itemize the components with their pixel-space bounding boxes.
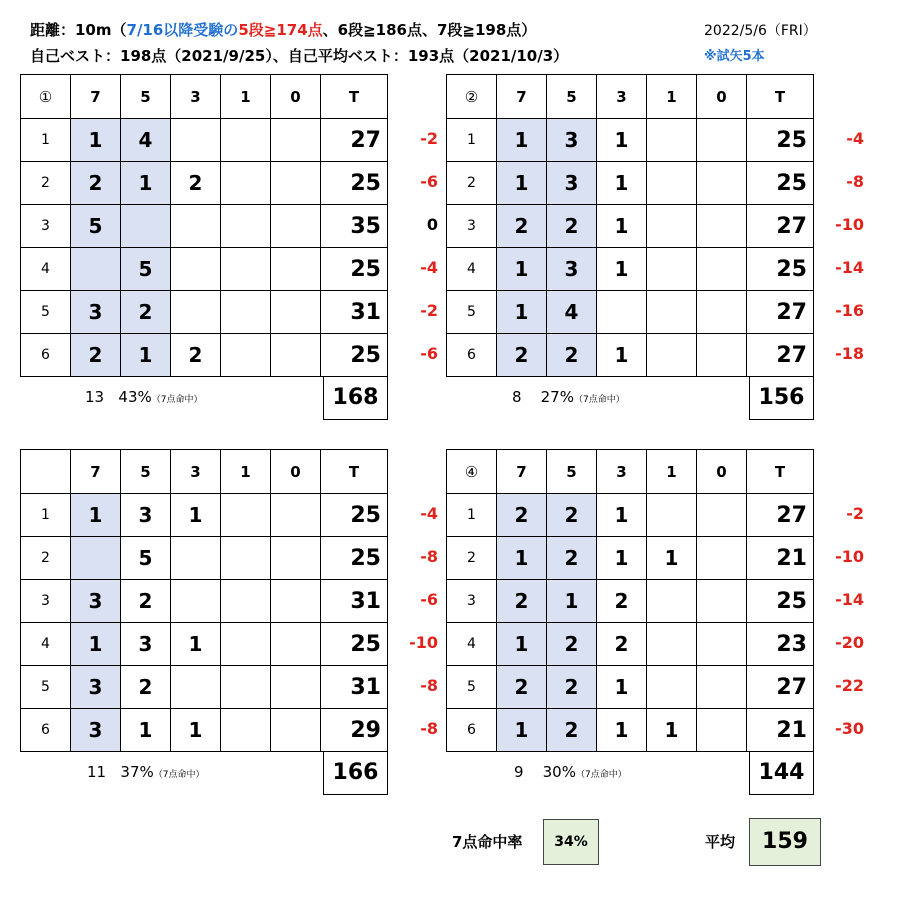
session-date: 2022/5/6（FRI） (704, 23, 817, 39)
table-row (21, 494, 388, 537)
round-total: 31 (321, 291, 388, 334)
count-0 (697, 580, 747, 623)
score-table-set-3 (20, 449, 388, 752)
count-0 (697, 119, 747, 162)
round-number: 1 (21, 494, 71, 537)
cumulative-diff: -14 (835, 590, 864, 609)
column-header-5: 5 (547, 75, 597, 119)
table-row (21, 334, 388, 377)
table-row (21, 666, 388, 709)
count-7: 2 (71, 162, 121, 205)
count-5: 2 (547, 666, 597, 709)
count-0 (271, 334, 321, 377)
count-3 (171, 537, 221, 580)
round-number: 5 (21, 666, 71, 709)
table-row (21, 205, 388, 248)
set-label: ① (21, 75, 71, 119)
set-label: ④ (447, 450, 497, 494)
count-5: 3 (547, 248, 597, 291)
count-7: 1 (71, 494, 121, 537)
count-3 (597, 291, 647, 334)
count-1 (647, 580, 697, 623)
cumulative-diff-column-set-4 (820, 492, 864, 750)
hit-percentage-note: （7点命中） (153, 770, 205, 780)
count-3: 1 (597, 666, 647, 709)
count-3: 1 (171, 709, 221, 752)
set-total-2: 156 (749, 377, 814, 420)
count-3 (171, 666, 221, 709)
round-number: 6 (447, 334, 497, 377)
table-row (447, 666, 814, 709)
count-5: 3 (121, 494, 171, 537)
hit-percentage-note: （7点命中） (573, 395, 625, 405)
set-total-4: 144 (749, 752, 814, 795)
hit-percentage-note: （7点命中） (151, 395, 203, 405)
count-0 (271, 537, 321, 580)
round-number: 1 (447, 494, 497, 537)
count-0 (271, 666, 321, 709)
count-1 (647, 623, 697, 666)
cumulative-diff: -14 (835, 258, 864, 277)
count-1 (221, 580, 271, 623)
count-5: 1 (121, 709, 171, 752)
count-5: 2 (121, 580, 171, 623)
set-label: ② (447, 75, 497, 119)
seven-point-hits: 13 (85, 388, 105, 406)
table-row (447, 580, 814, 623)
count-0 (697, 666, 747, 709)
count-1 (647, 334, 697, 377)
cumulative-diff-column-set-1 (394, 117, 438, 375)
round-total: 25 (321, 162, 388, 205)
column-header-3: 3 (171, 75, 221, 119)
count-5: 2 (547, 494, 597, 537)
seven-point-rate-value: 34% (543, 819, 599, 865)
column-header-total: T (321, 450, 388, 494)
column-header-3: 3 (597, 75, 647, 119)
round-total: 27 (747, 666, 814, 709)
column-header-1: 1 (647, 75, 697, 119)
column-header-0: 0 (271, 75, 321, 119)
cumulative-diff-column-set-2 (820, 117, 864, 375)
count-7: 2 (497, 205, 547, 248)
count-0 (697, 334, 747, 377)
count-1 (221, 623, 271, 666)
score-table-set-1 (20, 74, 388, 377)
count-0 (697, 623, 747, 666)
count-5: 1 (121, 162, 171, 205)
round-total: 25 (747, 248, 814, 291)
count-0 (697, 537, 747, 580)
table-row (21, 119, 388, 162)
count-5: 2 (547, 537, 597, 580)
count-5: 3 (547, 119, 597, 162)
count-3: 1 (597, 334, 647, 377)
count-1 (647, 248, 697, 291)
count-5: 2 (547, 334, 597, 377)
hit-percentage: 27% (540, 388, 574, 406)
column-header-total: T (747, 75, 814, 119)
count-7: 2 (497, 494, 547, 537)
count-5: 5 (121, 537, 171, 580)
score-table-set-2 (446, 74, 814, 377)
count-3 (171, 119, 221, 162)
hit-percentage: 43% (118, 388, 152, 406)
seven-point-rate-label: 7点命中率 (452, 833, 523, 851)
count-5 (121, 205, 171, 248)
count-5: 2 (547, 205, 597, 248)
round-number: 4 (447, 248, 497, 291)
score-table-set-4 (446, 449, 814, 752)
cumulative-diff: -2 (420, 129, 438, 148)
count-3: 1 (597, 162, 647, 205)
count-5: 3 (121, 623, 171, 666)
table-row (447, 162, 814, 205)
count-7: 5 (71, 205, 121, 248)
count-7: 1 (497, 248, 547, 291)
count-0 (271, 162, 321, 205)
round-number: 5 (21, 291, 71, 334)
hit-summary-set-4 (514, 763, 627, 781)
column-header-total: T (747, 450, 814, 494)
rank5-criterion: 5段≧174点 (238, 21, 323, 39)
count-3: 1 (171, 623, 221, 666)
round-number: 3 (21, 205, 71, 248)
table-row (447, 248, 814, 291)
cumulative-diff: -10 (835, 215, 864, 234)
average-value: 159 (749, 818, 821, 866)
average-label: 平均 (705, 833, 736, 851)
column-header-5: 5 (121, 75, 171, 119)
count-3: 1 (597, 537, 647, 580)
count-7: 3 (71, 709, 121, 752)
count-0 (697, 494, 747, 537)
cumulative-diff-column-set-3 (394, 492, 438, 750)
count-5: 2 (547, 623, 597, 666)
count-5: 4 (121, 119, 171, 162)
cumulative-diff: -6 (420, 590, 438, 609)
count-5: 5 (121, 248, 171, 291)
set-total-1: 168 (323, 377, 388, 420)
count-3: 1 (597, 205, 647, 248)
count-0 (697, 709, 747, 752)
column-header-5: 5 (121, 450, 171, 494)
count-0 (697, 248, 747, 291)
round-number: 6 (447, 709, 497, 752)
round-total: 27 (747, 494, 814, 537)
round-total: 35 (321, 205, 388, 248)
count-5: 2 (547, 709, 597, 752)
count-1 (647, 205, 697, 248)
table-row (21, 248, 388, 291)
cumulative-diff: 0 (426, 215, 438, 234)
round-number: 4 (447, 623, 497, 666)
table-row (447, 119, 814, 162)
count-0 (271, 709, 321, 752)
table-row (21, 537, 388, 580)
round-number: 6 (21, 334, 71, 377)
round-total: 25 (321, 537, 388, 580)
round-total: 27 (321, 119, 388, 162)
column-header-0: 0 (697, 75, 747, 119)
count-0 (271, 119, 321, 162)
count-5: 4 (547, 291, 597, 334)
count-1 (647, 119, 697, 162)
cumulative-diff: -8 (846, 172, 864, 191)
column-header-3: 3 (597, 450, 647, 494)
count-0 (697, 205, 747, 248)
count-1 (221, 666, 271, 709)
round-number: 3 (447, 580, 497, 623)
cumulative-diff: -8 (420, 676, 438, 695)
table-row (21, 709, 388, 752)
count-5: 2 (121, 666, 171, 709)
table-row (447, 623, 814, 666)
count-1 (647, 666, 697, 709)
cumulative-diff: -4 (846, 129, 864, 148)
cumulative-diff: -16 (835, 301, 864, 320)
count-3: 2 (597, 580, 647, 623)
seven-point-hits: 11 (87, 763, 107, 781)
count-1 (647, 494, 697, 537)
round-number: 4 (21, 623, 71, 666)
cumulative-diff: -4 (420, 504, 438, 523)
cumulative-diff: -8 (420, 719, 438, 738)
exam-date-condition: 7/16以降受験の (126, 21, 239, 39)
column-header-1: 1 (647, 450, 697, 494)
count-0 (271, 494, 321, 537)
count-7: 1 (497, 623, 547, 666)
round-total: 25 (747, 162, 814, 205)
round-total: 25 (321, 248, 388, 291)
count-7: 3 (71, 666, 121, 709)
table-row (21, 291, 388, 334)
round-number: 3 (447, 205, 497, 248)
round-total: 31 (321, 580, 388, 623)
count-0 (271, 205, 321, 248)
count-1 (221, 162, 271, 205)
count-7: 1 (497, 291, 547, 334)
hit-summary-set-1 (85, 388, 202, 406)
count-1 (221, 119, 271, 162)
cumulative-diff: -20 (835, 633, 864, 652)
round-total: 27 (747, 291, 814, 334)
round-number: 6 (21, 709, 71, 752)
round-number: 1 (21, 119, 71, 162)
cumulative-diff: -2 (420, 301, 438, 320)
cumulative-diff: -2 (846, 504, 864, 523)
count-7: 1 (71, 623, 121, 666)
hit-percentage: 30% (542, 763, 576, 781)
round-total: 23 (747, 623, 814, 666)
count-7 (71, 537, 121, 580)
count-3: 1 (597, 494, 647, 537)
count-7: 1 (497, 709, 547, 752)
round-number: 2 (21, 162, 71, 205)
count-1: 1 (647, 537, 697, 580)
column-header-7: 7 (71, 450, 121, 494)
round-total: 21 (747, 709, 814, 752)
count-1 (221, 291, 271, 334)
table-row (447, 291, 814, 334)
count-3: 1 (171, 494, 221, 537)
count-1 (647, 162, 697, 205)
column-header-3: 3 (171, 450, 221, 494)
column-header-total: T (321, 75, 388, 119)
count-1 (221, 709, 271, 752)
table-row (447, 494, 814, 537)
seven-point-hits: 9 (514, 763, 524, 781)
column-header-0: 0 (271, 450, 321, 494)
cumulative-diff: -6 (420, 344, 438, 363)
round-total: 27 (747, 205, 814, 248)
count-3: 1 (597, 119, 647, 162)
round-number: 2 (447, 162, 497, 205)
set-total-3: 166 (323, 752, 388, 795)
round-number: 5 (447, 666, 497, 709)
count-0 (697, 162, 747, 205)
count-7: 3 (71, 580, 121, 623)
count-7: 2 (497, 666, 547, 709)
count-1 (221, 537, 271, 580)
count-3: 1 (597, 248, 647, 291)
round-total: 25 (321, 334, 388, 377)
count-0 (271, 248, 321, 291)
count-1 (221, 205, 271, 248)
count-3 (171, 291, 221, 334)
round-total: 31 (321, 666, 388, 709)
count-5: 2 (121, 291, 171, 334)
rank-criteria-rest: 、6段≧186点、7段≧198点） (322, 21, 537, 39)
round-total: 29 (321, 709, 388, 752)
round-total: 25 (321, 494, 388, 537)
count-1 (221, 494, 271, 537)
set-label (21, 450, 71, 494)
cumulative-diff: -8 (420, 547, 438, 566)
count-7 (71, 248, 121, 291)
column-header-0: 0 (697, 450, 747, 494)
seven-point-hits: 8 (512, 388, 522, 406)
count-7: 1 (497, 119, 547, 162)
round-total: 21 (747, 537, 814, 580)
count-3: 1 (597, 709, 647, 752)
count-7: 2 (497, 580, 547, 623)
round-total: 27 (747, 334, 814, 377)
hit-percentage: 37% (120, 763, 154, 781)
table-row (447, 537, 814, 580)
column-header-7: 7 (497, 450, 547, 494)
count-0 (271, 291, 321, 334)
count-7: 1 (497, 162, 547, 205)
table-row (447, 709, 814, 752)
count-3: 2 (171, 334, 221, 377)
round-number: 3 (21, 580, 71, 623)
count-3 (171, 580, 221, 623)
column-header-1: 1 (221, 450, 271, 494)
column-header-1: 1 (221, 75, 271, 119)
column-header-7: 7 (497, 75, 547, 119)
distance-criteria-line (30, 19, 536, 40)
count-3 (171, 248, 221, 291)
count-5: 3 (547, 162, 597, 205)
count-7: 2 (71, 334, 121, 377)
count-3: 2 (597, 623, 647, 666)
round-total: 25 (747, 580, 814, 623)
table-row (447, 334, 814, 377)
count-7: 1 (71, 119, 121, 162)
practice-arrows-note: ※試矢5本 (704, 49, 765, 64)
count-7: 1 (497, 537, 547, 580)
table-row (21, 623, 388, 666)
count-1 (221, 248, 271, 291)
count-1: 1 (647, 709, 697, 752)
round-total: 25 (747, 119, 814, 162)
column-header-5: 5 (547, 450, 597, 494)
distance-prefix: 距離：10m（ (30, 21, 127, 39)
round-number: 2 (21, 537, 71, 580)
round-number: 5 (447, 291, 497, 334)
count-0 (271, 580, 321, 623)
hit-percentage-note: （7点命中） (575, 770, 627, 780)
round-total: 25 (321, 623, 388, 666)
count-7: 3 (71, 291, 121, 334)
cumulative-diff: -30 (835, 719, 864, 738)
table-row (21, 162, 388, 205)
round-number: 2 (447, 537, 497, 580)
table-row (447, 205, 814, 248)
count-5: 1 (547, 580, 597, 623)
count-1 (221, 334, 271, 377)
count-7: 2 (497, 334, 547, 377)
hit-summary-set-3 (87, 763, 204, 781)
cumulative-diff: -22 (835, 676, 864, 695)
cumulative-diff: -10 (409, 633, 438, 652)
count-5: 1 (121, 334, 171, 377)
cumulative-diff: -10 (835, 547, 864, 566)
table-row (21, 580, 388, 623)
count-3: 2 (171, 162, 221, 205)
count-0 (697, 291, 747, 334)
count-1 (647, 291, 697, 334)
column-header-7: 7 (71, 75, 121, 119)
cumulative-diff: -4 (420, 258, 438, 277)
count-0 (271, 623, 321, 666)
cumulative-diff: -6 (420, 172, 438, 191)
hit-summary-set-2 (512, 388, 625, 406)
count-3 (171, 205, 221, 248)
cumulative-diff: -18 (835, 344, 864, 363)
round-number: 1 (447, 119, 497, 162)
round-number: 4 (21, 248, 71, 291)
personal-best-line: 自己ベスト：198点（2021/9/25）、自己平均ベスト：193点（2021/10/3） (30, 47, 569, 65)
